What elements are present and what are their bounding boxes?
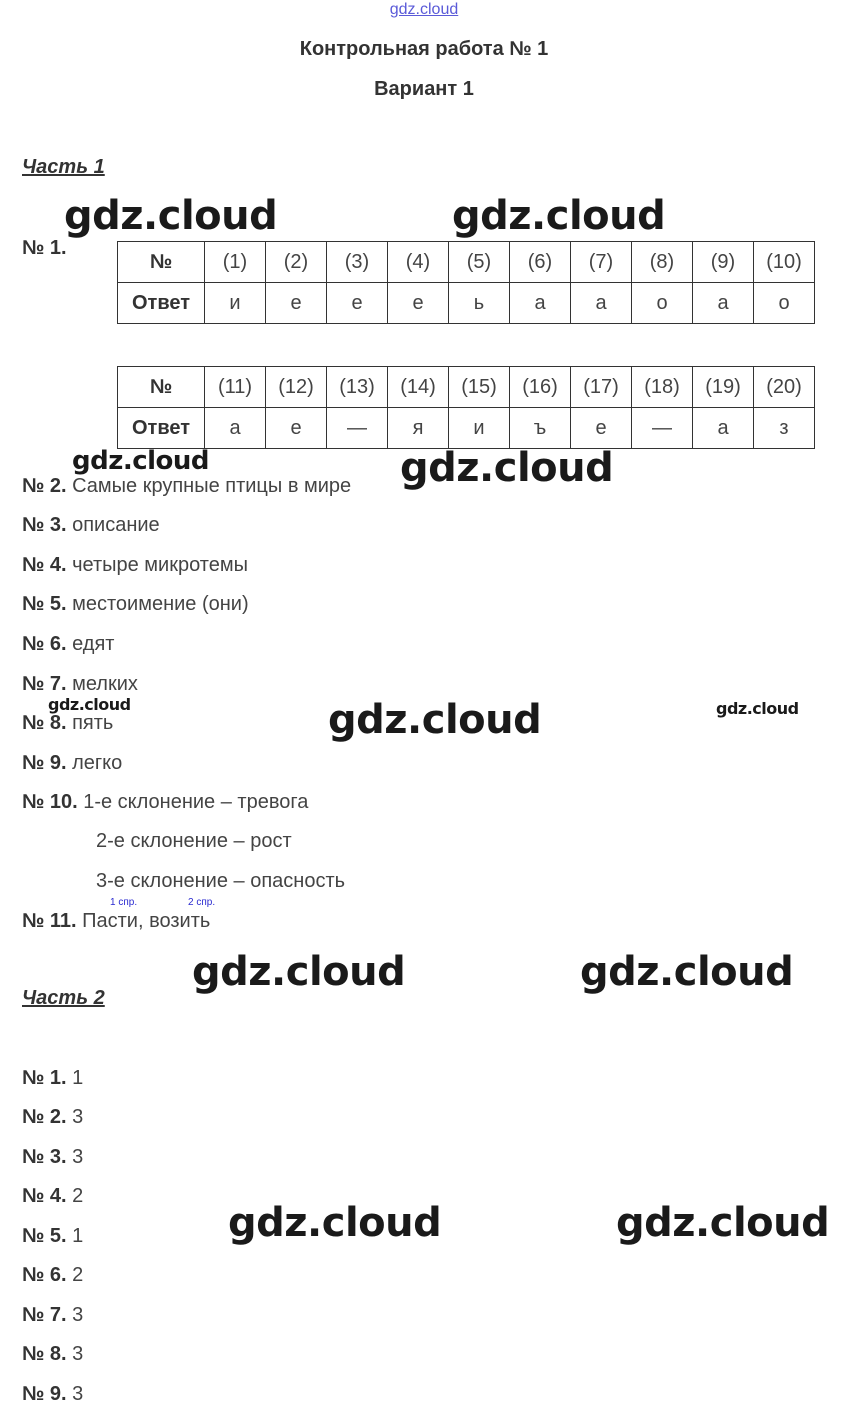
table-cell: (16) — [510, 367, 571, 408]
answer-line: № 6. 2 — [22, 1264, 84, 1286]
watermark: gdz.cloud — [328, 697, 542, 743]
table-cell: (19) — [693, 367, 754, 408]
answer-line: № 4. 2 — [22, 1185, 84, 1207]
watermark: gdz.cloud — [72, 446, 210, 476]
table-cell: (13) — [327, 367, 388, 408]
conjugation-note: 2 спр. — [188, 897, 216, 908]
table-cell: а — [510, 283, 571, 324]
table-cell: а — [205, 408, 266, 449]
table-cell: (10) — [754, 242, 815, 283]
table-cell: о — [632, 283, 693, 324]
watermark: gdz.cloud — [48, 695, 131, 714]
table-cell: (8) — [632, 242, 693, 283]
answer-subline: 3-е склонение – опасность — [96, 870, 346, 892]
question-1-label: № 1. — [22, 237, 67, 259]
answer-line: № 4. четыре микротемы — [22, 554, 248, 576]
table-cell: (1) — [205, 242, 266, 283]
table-header-cell: Ответ — [118, 283, 205, 324]
table-cell: — — [632, 408, 693, 449]
top-watermark: gdz.cloud — [389, 1, 459, 18]
watermark: gdz.cloud — [580, 949, 794, 995]
table-row — [118, 242, 815, 283]
table-cell: (17) — [571, 367, 632, 408]
table-cell: (2) — [266, 242, 327, 283]
answer-line: № 3. описание — [22, 514, 160, 536]
table-cell: (15) — [449, 367, 510, 408]
table-header-cell: № — [118, 367, 205, 408]
table-cell: е — [571, 408, 632, 449]
answer-line: № 2. 3 — [22, 1106, 84, 1128]
answer-line: № 6. едят — [22, 633, 115, 655]
table-cell: а — [571, 283, 632, 324]
table-row — [118, 367, 815, 408]
table-cell: (3) — [327, 242, 388, 283]
watermark: gdz.cloud — [716, 699, 799, 718]
watermark: gdz.cloud — [228, 1200, 442, 1246]
table-cell: (9) — [693, 242, 754, 283]
watermark: gdz.cloud — [616, 1200, 830, 1246]
variant-title: Вариант 1 — [374, 78, 474, 100]
answer-line: № 9. 3 — [22, 1383, 84, 1405]
table-cell: е — [266, 283, 327, 324]
watermark: gdz.cloud — [452, 193, 666, 239]
answer-line: № 7. 3 — [22, 1304, 84, 1326]
answer-line: № 8. пять — [22, 712, 114, 734]
table-cell: (5) — [449, 242, 510, 283]
watermark: gdz.cloud — [64, 193, 278, 239]
table-cell: — — [327, 408, 388, 449]
answer-line: № 2. Самые крупные птицы в мире — [22, 475, 352, 497]
table-cell: (12) — [266, 367, 327, 408]
table-row — [118, 408, 815, 449]
table-row — [118, 283, 815, 324]
answer-line: № 8. 3 — [22, 1343, 84, 1365]
answer-line: № 1. 1 — [22, 1067, 84, 1089]
table-cell: (20) — [754, 367, 815, 408]
conjugation-note: 1 спр. — [110, 897, 138, 908]
table-cell: (11) — [205, 367, 266, 408]
table-cell: (4) — [388, 242, 449, 283]
table-header-cell: Ответ — [118, 408, 205, 449]
answer-subline: 2-е склонение – рост — [96, 830, 292, 852]
table-cell: а — [693, 283, 754, 324]
table-cell: (18) — [632, 367, 693, 408]
table-cell: и — [205, 283, 266, 324]
page-title: Контрольная работа № 1 — [299, 38, 549, 60]
table-cell: (6) — [510, 242, 571, 283]
part1-heading: Часть 1 — [22, 156, 105, 178]
answer-line: № 10. 1-е склонение – тревога — [22, 791, 309, 813]
table-cell: я — [388, 408, 449, 449]
table-cell: о — [754, 283, 815, 324]
part2-heading: Часть 2 — [22, 987, 105, 1009]
table-cell: (14) — [388, 367, 449, 408]
table-cell: ъ — [510, 408, 571, 449]
table-header-cell: № — [118, 242, 205, 283]
watermark: gdz.cloud — [192, 949, 406, 995]
answer-line: № 7. мелких — [22, 673, 138, 695]
table-cell: а — [693, 408, 754, 449]
table-cell: з — [754, 408, 815, 449]
table-cell: е — [388, 283, 449, 324]
watermark: gdz.cloud — [400, 445, 614, 491]
answer-line: № 5. местоимение (они) — [22, 593, 249, 615]
table-cell: ь — [449, 283, 510, 324]
answer-table-1 — [117, 241, 815, 324]
table-cell: е — [327, 283, 388, 324]
table-cell: е — [266, 408, 327, 449]
answer-line: № 11. Пасти, возить — [22, 910, 211, 932]
table-cell: и — [449, 408, 510, 449]
answer-line: № 9. легко — [22, 752, 123, 774]
answer-line: № 5. 1 — [22, 1225, 84, 1247]
answer-table-2 — [117, 366, 815, 449]
answer-line: № 3. 3 — [22, 1146, 84, 1168]
table-cell: (7) — [571, 242, 632, 283]
